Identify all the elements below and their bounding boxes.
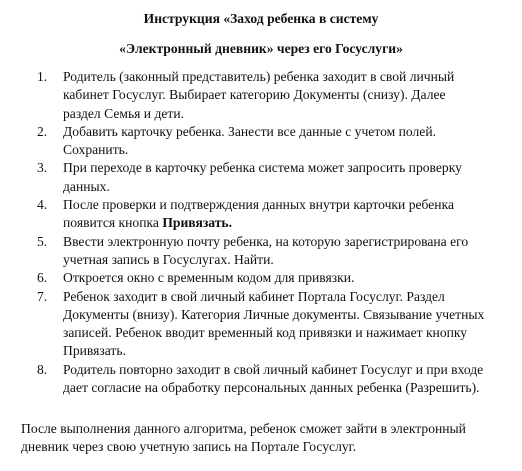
step-item <box>0 68 495 123</box>
step-number: 8. <box>37 361 48 377</box>
step-line: При переходе в карточку ребенка система может запросить проверку <box>63 160 462 176</box>
step-line: Родитель повторно заходит в свой личный кабинет Госуслуг и при входе <box>63 361 484 377</box>
step-item <box>0 269 495 287</box>
step-line-text: появится кнопка <box>63 215 163 231</box>
bind-button-name: Привязать. <box>162 215 232 231</box>
steps-list <box>0 68 522 397</box>
step-number: 2. <box>37 123 48 139</box>
conclusion-line: дневник через свою учетную запись на Портале Госуслуг. <box>21 439 357 455</box>
step-number: 4. <box>37 197 48 213</box>
step-line: раздел Семья и дети. <box>63 105 185 121</box>
step-line: Родитель (законный представитель) ребенка заходит в свой личный <box>63 69 455 84</box>
step-line: данных. <box>63 178 110 194</box>
step-number: 3. <box>37 160 48 176</box>
step-number: 7. <box>37 288 48 304</box>
step-item <box>0 233 495 270</box>
step-number: 6. <box>37 270 48 286</box>
step-line: Привязать. <box>63 343 126 359</box>
step-item <box>0 196 495 233</box>
step-line: записей. Ребенок вводит временный код привязки и нажимает кнопку <box>63 325 468 341</box>
step-item <box>0 123 495 160</box>
document-title-line-1: Инструкция «Заход ребенка в систему <box>143 11 379 26</box>
conclusion-paragraph <box>21 420 511 457</box>
step-number: 1. <box>37 69 48 84</box>
step-line <box>63 214 495 232</box>
document-title-line-2: «Электронный дневник» через его Госуслуги» <box>119 41 403 56</box>
step-line: Откроется окно с временным кодом для привязки. <box>63 270 355 286</box>
step-item <box>0 288 495 361</box>
step-item <box>0 361 495 398</box>
conclusion-line: После выполнения данного алгоритма, ребенок сможет зайти в электронный <box>21 421 466 436</box>
step-number: 5. <box>37 233 48 249</box>
step-line: дает согласие на обработку персональных данных ребенка (Разрешить). <box>63 380 480 396</box>
step-item <box>0 159 495 196</box>
step-line: Добавить карточку ребенка. Занести все данные с учетом полей. <box>63 123 437 139</box>
step-line: учетная запись в Госуслугах. Найти. <box>63 251 274 267</box>
step-line: Сохранить. <box>63 142 129 158</box>
step-line: После проверки и подтверждения данных внутри карточки ребенка <box>63 197 455 213</box>
step-line: кабинет Госуслуг. Выбирает категорию Документы (снизу). Далее <box>63 87 446 103</box>
step-line: Ребенок заходит в свой личный кабинет Портала Госуслуг. Раздел <box>63 288 445 304</box>
step-line: Документы (внизу). Категория Личные документы. Связывание учетных <box>63 306 485 322</box>
step-line: Ввести электронную почту ребенка, на которую зарегистрирована его <box>63 233 469 249</box>
